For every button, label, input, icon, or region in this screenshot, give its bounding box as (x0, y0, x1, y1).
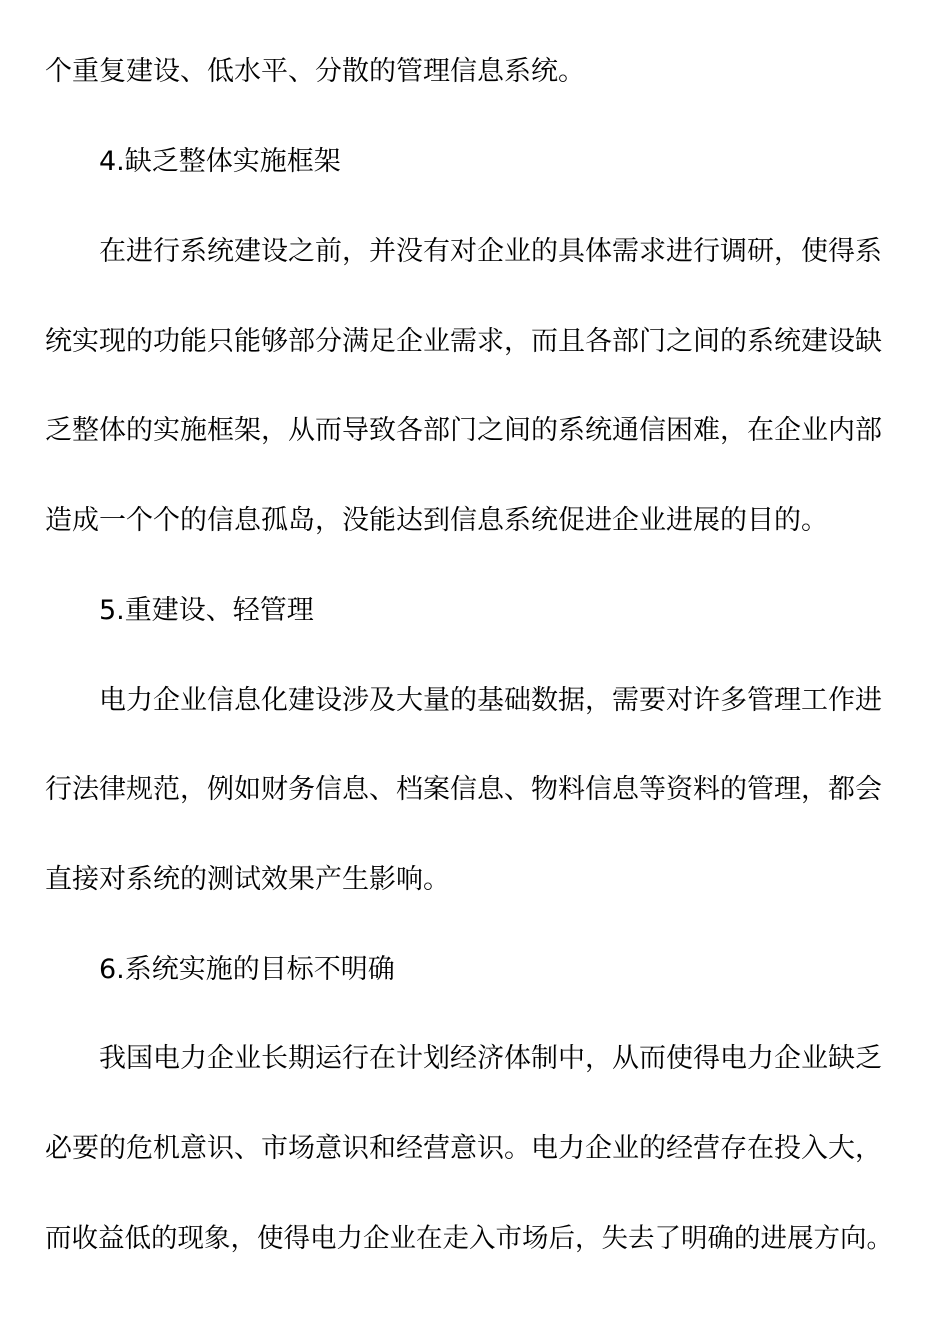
section-heading: 4.缺乏整体实施框架 (99, 146, 341, 177)
paragraph-line: 必要的危机意识、市场意识和经营意识。电力企业的经营存在投入大， (45, 1133, 882, 1164)
section-heading: 6.系统实施的目标不明确 (99, 954, 395, 985)
section-heading: 5.重建设、轻管理 (99, 595, 314, 626)
paragraph-line: 个重复建设、低水平、分散的管理信息系统。 (45, 56, 585, 87)
paragraph-line: 统实现的功能只能够部分满足企业需求，而且各部门之间的系统建设缺 (45, 326, 882, 357)
paragraph-line: 而收益低的现象，使得电力企业在走入市场后，失去了明确的进展方向。 (45, 1223, 893, 1254)
paragraph-line: 直接对系统的测试效果产生影响。 (45, 864, 450, 895)
paragraph-line: 乏整体的实施框架，从而导致各部门之间的系统通信困难，在企业内部 (45, 415, 882, 446)
paragraph-line: 在进行系统建设之前，并没有对企业的具体需求进行调研，使得系 (99, 236, 882, 267)
paragraph-line: 电力企业信息化建设涉及大量的基础数据，需要对许多管理工作进 (99, 685, 882, 716)
paragraph-line: 造成一个个的信息孤岛，没能达到信息系统促进企业进展的目的。 (45, 505, 828, 536)
paragraph-line: 我国电力企业长期运行在计划经济体制中，从而使得电力企业缺乏 (99, 1043, 882, 1074)
paragraph-line: 行法律规范，例如财务信息、档案信息、物料信息等资料的管理，都会 (45, 774, 882, 805)
